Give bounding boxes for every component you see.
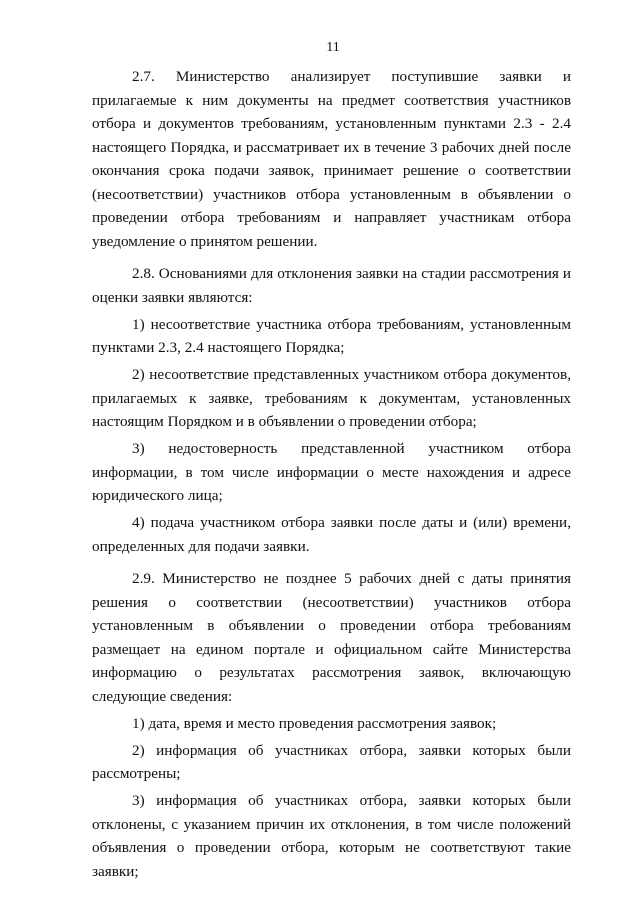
list-item-2-9-2: 2) информация об участниках отбора, заявки которых были рассмотрены; — [92, 741, 571, 782]
list-item-2-8-2: 2) несоответствие представленных участником отбора документов, прилагаемых к заявке, требованиям к документам, установленных настоящим Порядком и в объявлении о проведении отбора; — [92, 366, 571, 430]
list-item-2-8-4: 4) подача участником отбора заявки после даты и (или) времени, определенных для подачи заявки. — [92, 514, 571, 555]
list-item-2-9-1: 1) дата, время и место проведения рассмотрения заявок; — [132, 714, 497, 732]
page-number: 11 — [326, 40, 340, 55]
paragraph-2-7: 2.7. Министерство анализирует поступившие заявки и прилагаемые к ним документы на предмет соответствия участников отбора и документов требованиям, установленным пунктами 2.3 - 2.4 настоящего Порядка, и рассматривает их в течение 3 рабочих дней после окончания срока подачи заявок, принимает решение о соответствии (несоответствии) участников отбора установленным в объявлении о проведении отбора требованиям и направляет участникам отбора уведомление о принятом решении. — [92, 68, 571, 250]
paragraph-2-9: 2.9. Министерство не позднее 5 рабочих дней с даты принятия решения о соответствии (несоответствии) участников отбора установленным в объявлении о проведении отбора требованиям размещает на едином портале и официальном сайте Министерства информацию о результатах рассмотрения заявок, включающую следующие сведения: — [92, 570, 571, 705]
paragraph-2-8: 2.8. Основаниями для отклонения заявки на стадии рассмотрения и оценки заявки являются: — [92, 265, 571, 306]
document-body — [92, 65, 571, 887]
list-item-2-9-3: 3) информация об участниках отбора, заявки которых были отклонены, с указанием причин их отклонения, в том числе положений объявления о проведении отбора, которым не соответствуют такие заявки; — [92, 792, 571, 880]
list-item-2-8-3: 3) недостоверность представленной участником отбора информации, в том числе информации о месте нахождения и адресе юридического лица; — [92, 440, 571, 504]
list-item-2-8-1: 1) несоответствие участника отбора требованиям, установленным пунктами 2.3, 2.4 настоящего Порядка; — [92, 315, 571, 356]
